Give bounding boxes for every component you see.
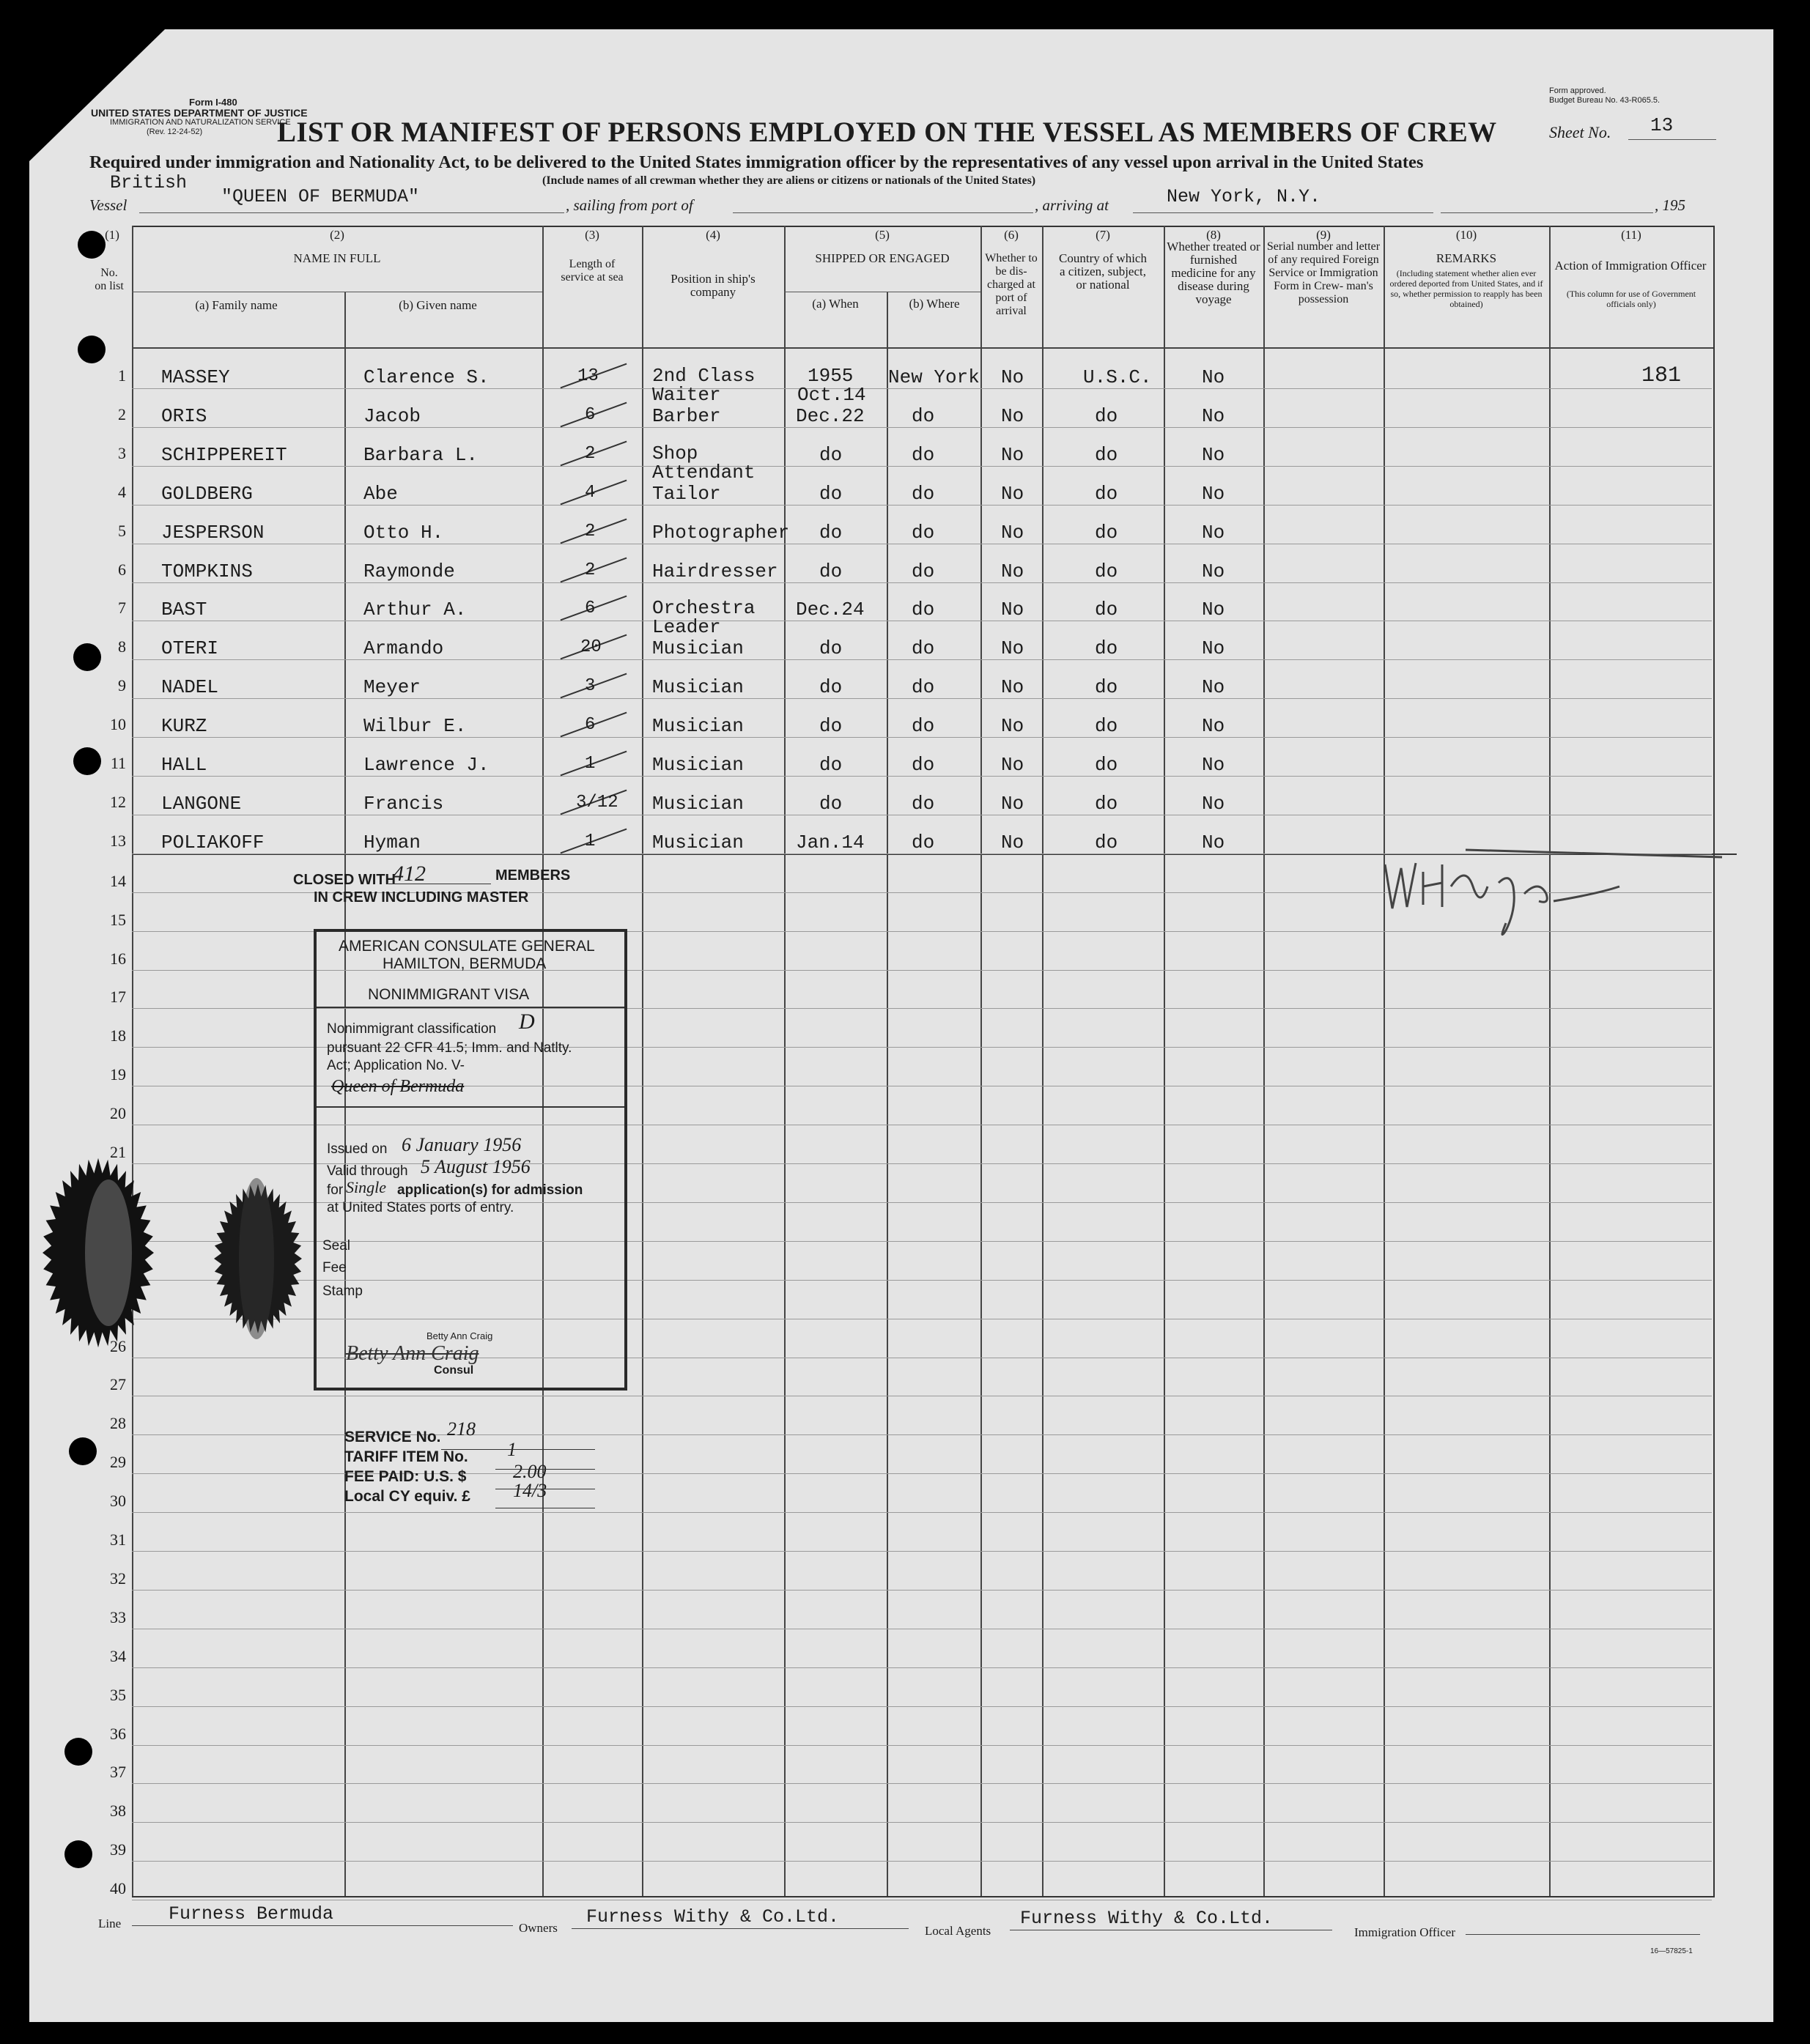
agents-label: Local Agents (925, 1924, 991, 1938)
position: Hairdresser (652, 560, 778, 582)
given-name: Hyman (363, 831, 421, 853)
country: do (1095, 715, 1118, 738)
country: do (1095, 482, 1118, 505)
nationality: British (110, 172, 188, 193)
position: Musician (652, 637, 744, 660)
country: do (1095, 831, 1118, 853)
family-name: NADEL (161, 676, 219, 699)
row-number: 30 (110, 1492, 126, 1511)
row-number: 26 (110, 1336, 126, 1355)
stamp-act: Act; Application No. V- (327, 1058, 465, 1073)
discharged: No (1001, 482, 1024, 505)
service-number: 218 (447, 1418, 476, 1440)
length-of-service: 4 (585, 482, 596, 503)
length-of-service: 1 (585, 831, 596, 851)
stamp-ports: at United States ports of entry. (327, 1200, 514, 1215)
length-of-service: 6 (585, 404, 596, 425)
row-number: 38 (110, 1802, 126, 1821)
row-number: 2 (118, 404, 126, 423)
row-number: 10 (110, 715, 126, 734)
revision: (Rev. 12-24-52) (147, 127, 203, 136)
row-number: 21 (110, 1143, 126, 1161)
row-number: 8 (118, 637, 126, 656)
country: do (1095, 792, 1118, 815)
in-crew-label: IN CREW INCLUDING MASTER (314, 889, 529, 906)
row-number: 31 (110, 1530, 126, 1549)
stamp-signer: Betty Ann Craig (426, 1330, 493, 1341)
given-name: Barbara L. (363, 443, 479, 466)
owners-label: Owners (519, 1921, 558, 1935)
position: Musician (652, 715, 744, 738)
stamp-stamp-label: Stamp (322, 1284, 363, 1299)
col-discharged-header: Whether to be dis- charged at port of arrival (985, 252, 1038, 317)
family-name: SCHIPPEREIT (161, 443, 287, 466)
row-number: 1 (118, 366, 126, 385)
fee-amount: 2.00 (513, 1461, 547, 1482)
discharged: No (1001, 521, 1024, 544)
punch-hole (78, 336, 106, 363)
shipped-where: New York (888, 366, 980, 388)
length-of-service: 3 (585, 676, 596, 697)
row-number: 27 (110, 1375, 126, 1394)
discharged: No (1001, 754, 1024, 776)
shipped-where: do (912, 482, 935, 505)
treated: No (1202, 792, 1225, 815)
treated: No (1202, 404, 1225, 427)
row-number: 16 (110, 949, 126, 968)
required-notice: Required under immigration and Nationality Act, to be delivered to the United States immigration officer by the representatives of any vessel upon arrival in the United States (89, 152, 1424, 172)
country: do (1095, 637, 1118, 660)
country: do (1095, 521, 1118, 544)
shipped-where: do (912, 637, 935, 660)
punch-hole (64, 1840, 92, 1868)
length-of-service: 6 (585, 715, 596, 736)
stamp-signature: Betty Ann Craig (346, 1342, 479, 1365)
position: Musician (652, 754, 744, 776)
sheet-label: Sheet No. (1549, 123, 1611, 141)
row-number: 37 (110, 1763, 126, 1782)
position: Tailor (652, 482, 721, 505)
immigration-officer-label: Immigration Officer (1354, 1925, 1456, 1939)
fee-label: FEE PAID: U.S. $ (344, 1468, 467, 1485)
stamp-fee-label: Fee (322, 1260, 347, 1275)
row-number: 36 (110, 1724, 126, 1743)
footer-code: 16—57825-1 (1650, 1947, 1693, 1955)
arriving-label: , arriving at (1035, 196, 1109, 214)
local-equiv-amount: 14/3 (513, 1480, 547, 1501)
discharged: No (1001, 599, 1024, 621)
row-number: 12 (110, 792, 126, 811)
page-title: LIST OR MANIFEST OF PERSONS EMPLOYED ON THE VESSEL AS MEMBERS OF CREW (277, 116, 1497, 148)
row-number: 35 (110, 1685, 126, 1704)
action: 181 (1641, 363, 1682, 388)
length-of-service: 1 (585, 754, 596, 774)
treated: No (1202, 599, 1225, 621)
given-name: Jacob (363, 404, 421, 427)
shipped-when: Dec.22 (796, 404, 865, 427)
position: Musician (652, 676, 744, 699)
form-approved: Form approved. (1549, 86, 1606, 95)
row-number: 5 (118, 521, 126, 540)
treated: No (1202, 482, 1225, 505)
owners-name: Furness Withy & Co.Ltd. (586, 1906, 840, 1928)
treated: No (1202, 831, 1225, 853)
position: Photographer (652, 521, 790, 544)
given-name: Abe (363, 482, 398, 505)
vessel-name: "QUEEN OF BERMUDA" (221, 186, 420, 207)
length-of-service: 20 (580, 637, 602, 658)
family-name: LANGONE (161, 792, 242, 815)
family-name: TOMPKINS (161, 560, 253, 582)
col-action-note: (This column for use of Government officials only) (1566, 289, 1696, 309)
family-name: ORIS (161, 404, 207, 427)
country: do (1095, 599, 1118, 621)
stamp-for-label: for (327, 1182, 344, 1198)
position: Musician (652, 792, 744, 815)
length-of-service: 2 (585, 521, 596, 541)
discharged: No (1001, 443, 1024, 466)
stamp-pursuant: pursuant 22 CFR 41.5; Imm. and Natlty. (327, 1040, 572, 1056)
local-equiv-label: Local CY equiv. £ (344, 1488, 470, 1505)
country: do (1095, 754, 1118, 776)
shipped-when: do (819, 560, 843, 582)
discharged: No (1001, 404, 1024, 427)
given-name: Francis (363, 792, 444, 815)
country: do (1095, 443, 1118, 466)
col-1-header: No. on list (95, 267, 124, 292)
row-number: 15 (110, 910, 126, 929)
col-family-name-header: (a) Family name (195, 298, 278, 312)
col-2-number: (2) (330, 228, 344, 242)
position: 2nd Class Waiter (652, 365, 756, 406)
treated: No (1202, 443, 1225, 466)
col-6-number: (6) (1004, 228, 1019, 242)
row-number: 3 (118, 443, 126, 462)
vessel-label: Vessel (89, 196, 128, 214)
row-number: 4 (118, 482, 126, 501)
col-country-header: Country of which a citizen, subject, or national (1059, 251, 1147, 292)
col-given-name-header: (b) Given name (399, 298, 477, 312)
shipped-where: do (912, 754, 935, 776)
row-number: 20 (110, 1104, 126, 1123)
punch-hole (64, 1738, 92, 1766)
family-name: KURZ (161, 715, 207, 738)
row-number: 33 (110, 1607, 126, 1626)
length-of-service: 3/12 (576, 792, 618, 812)
row-number: 28 (110, 1414, 126, 1433)
country: U.S.C. (1083, 366, 1152, 388)
row-number: 39 (110, 1840, 126, 1859)
position: Barber (652, 404, 721, 427)
stamp-applications: application(s) for admission (397, 1182, 583, 1198)
row-number: 6 (118, 560, 126, 579)
row-number: 13 (110, 831, 126, 850)
row-number: 7 (118, 599, 126, 618)
shipped-when: do (819, 482, 843, 505)
consulate-visa-stamp (314, 929, 627, 1391)
shipped-when: do (819, 521, 843, 544)
row-number: 40 (110, 1879, 126, 1898)
row-number: 9 (118, 676, 126, 695)
shipped-when: Jan.14 (796, 831, 865, 853)
stamp-application: Queen of Bermuda (331, 1077, 465, 1096)
position: Shop Attendant (652, 442, 756, 484)
col-3-number: (3) (585, 228, 599, 242)
given-name: Clarence S. (363, 366, 490, 388)
col-1-number: (1) (105, 228, 119, 242)
closed-with-label: CLOSED WITH (293, 872, 396, 888)
family-name: POLIAKOFF (161, 831, 265, 853)
treated: No (1202, 754, 1225, 776)
tariff-number: 1 (507, 1439, 517, 1460)
shipped-where: do (912, 404, 935, 427)
country: do (1095, 676, 1118, 699)
country: do (1095, 560, 1118, 582)
shipped-when: do (819, 443, 843, 466)
col-length-header: Length of service at sea (561, 258, 624, 284)
shipped-when: do (819, 754, 843, 776)
line-label: Line (98, 1917, 122, 1930)
length-of-service: 13 (577, 366, 599, 386)
given-name: Armando (363, 637, 444, 660)
family-name: BAST (161, 599, 207, 621)
family-name: GOLDBERG (161, 482, 253, 505)
row-number: 18 (110, 1026, 126, 1045)
col-action-header: Action of Immigration Officer (1554, 259, 1707, 273)
col-where-header: (b) Where (909, 297, 960, 311)
col-9-number: (9) (1316, 228, 1331, 242)
officer-signature-icon (1378, 843, 1729, 945)
col-treated-header: Whether treated or furnished medicine for any disease during voyage (1167, 240, 1260, 306)
row-number: 29 (110, 1453, 126, 1472)
row-number: 19 (110, 1065, 126, 1084)
shipped-when: do (819, 637, 843, 660)
row-number: 14 (110, 871, 126, 890)
col-5-number: (5) (875, 228, 890, 242)
tariff-label: TARIFF ITEM No. (344, 1448, 468, 1465)
discharged: No (1001, 792, 1024, 815)
col-4-number: (4) (706, 228, 720, 242)
sailing-label: , sailing from port of (566, 196, 693, 214)
agents-name: Furness Withy & Co.Ltd. (1020, 1908, 1274, 1929)
line-name: Furness Bermuda (169, 1903, 334, 1925)
form-number: Form I-480 (189, 97, 237, 108)
family-name: OTERI (161, 637, 219, 660)
discharged: No (1001, 715, 1024, 738)
discharged: No (1001, 676, 1024, 699)
given-name: Arthur A. (363, 599, 467, 621)
stamp-classification: D (519, 1010, 535, 1034)
col-serial-header: Serial number and letter of any required Foreign Service or Immigration Form in Crew- man's possession (1266, 240, 1381, 306)
stamp-consulate: AMERICAN CONSULATE GENERAL (339, 938, 595, 955)
year-label: , 195 (1655, 196, 1685, 214)
given-name: Meyer (363, 676, 421, 699)
row-number: 32 (110, 1569, 126, 1588)
shipped-where: do (912, 792, 935, 815)
shipped-when: 1955 Oct.14 (797, 365, 866, 406)
discharged: No (1001, 831, 1024, 853)
col-position-header: Position in ship's company (671, 272, 756, 299)
closed-count: 412 (393, 862, 426, 886)
shipped-when: do (819, 676, 843, 699)
given-name: Wilbur E. (363, 715, 467, 738)
treated: No (1202, 676, 1225, 699)
length-of-service: 2 (585, 560, 596, 580)
treated: No (1202, 366, 1225, 388)
stamp-consul: Consul (434, 1364, 474, 1377)
discharged: No (1001, 637, 1024, 660)
col-shipped-header: SHIPPED OR ENGAGED (815, 251, 950, 265)
col-10-number: (10) (1455, 228, 1477, 242)
stamp-classification-label: Nonimmigrant classification (327, 1021, 497, 1037)
treated: No (1202, 637, 1225, 660)
col-2-header: NAME IN FULL (293, 251, 381, 265)
stamp-visa-title: NONIMMIGRANT VISA (368, 986, 530, 1003)
shipped-when: do (819, 715, 843, 738)
budget-bureau: Budget Bureau No. 43-R065.5. (1549, 96, 1661, 105)
stamp-issued-label: Issued on (327, 1141, 388, 1157)
shipped-where: do (912, 560, 935, 582)
family-name: HALL (161, 754, 207, 776)
given-name: Lawrence J. (363, 754, 490, 776)
stamp-issued-date: 6 January 1956 (402, 1134, 522, 1155)
treated: No (1202, 715, 1225, 738)
col-when-header: (a) When (812, 297, 859, 311)
stamp-valid-label: Valid through (327, 1163, 408, 1179)
family-name: MASSEY (161, 366, 230, 388)
shipped-where: do (912, 831, 935, 853)
given-name: Otto H. (363, 521, 444, 544)
shipped-when: Dec.24 (796, 599, 865, 621)
position: Orchestra Leader (652, 597, 756, 639)
position: Musician (652, 831, 744, 853)
stamp-seal-label: Seal (322, 1238, 351, 1254)
treated: No (1202, 521, 1225, 544)
seal-emboss-icon (213, 1156, 308, 1361)
length-of-service: 2 (585, 443, 596, 464)
shipped-where: do (912, 521, 935, 544)
arriving-port: New York, N.Y. (1167, 186, 1321, 207)
col-8-number: (8) (1206, 228, 1221, 242)
shipped-when: do (819, 792, 843, 815)
row-number: 11 (110, 754, 126, 772)
row-number: 34 (110, 1646, 126, 1665)
shipped-where: do (912, 676, 935, 699)
stamp-valid-date: 5 August 1956 (421, 1156, 531, 1177)
col-7-number: (7) (1096, 228, 1110, 242)
department: UNITED STATES DEPARTMENT OF JUSTICE (91, 107, 308, 119)
stamp-for-value: Single (346, 1178, 386, 1196)
shipped-where: do (912, 443, 935, 466)
punch-hole (69, 1437, 97, 1465)
service-label: SERVICE No. (344, 1429, 441, 1445)
stamp-city: HAMILTON, BERMUDA (383, 955, 547, 972)
seal-emboss-icon (41, 1156, 155, 1349)
treated: No (1202, 560, 1225, 582)
shipped-where: do (912, 599, 935, 621)
col-remarks-header: REMARKS (1436, 251, 1497, 265)
service: IMMIGRATION AND NATURALIZATION SERVICE (110, 118, 291, 127)
col-11-number: (11) (1621, 228, 1641, 242)
members-label: MEMBERS (495, 867, 571, 884)
include-notice: (Include names of all crewman whether they are aliens or citizens or nationals of the United States) (542, 174, 1036, 187)
country: do (1095, 404, 1118, 427)
family-name: JESPERSON (161, 521, 265, 544)
col-remarks-note: (Including statement whether alien ever ordered deported from United States, and if so, whether permission to reapply has been obtained) (1389, 268, 1543, 309)
shipped-where: do (912, 715, 935, 738)
sheet-number: 13 (1650, 114, 1674, 136)
row-number: 17 (110, 988, 126, 1007)
discharged: No (1001, 366, 1024, 388)
discharged: No (1001, 560, 1024, 582)
length-of-service: 6 (585, 599, 596, 619)
given-name: Raymonde (363, 560, 455, 582)
